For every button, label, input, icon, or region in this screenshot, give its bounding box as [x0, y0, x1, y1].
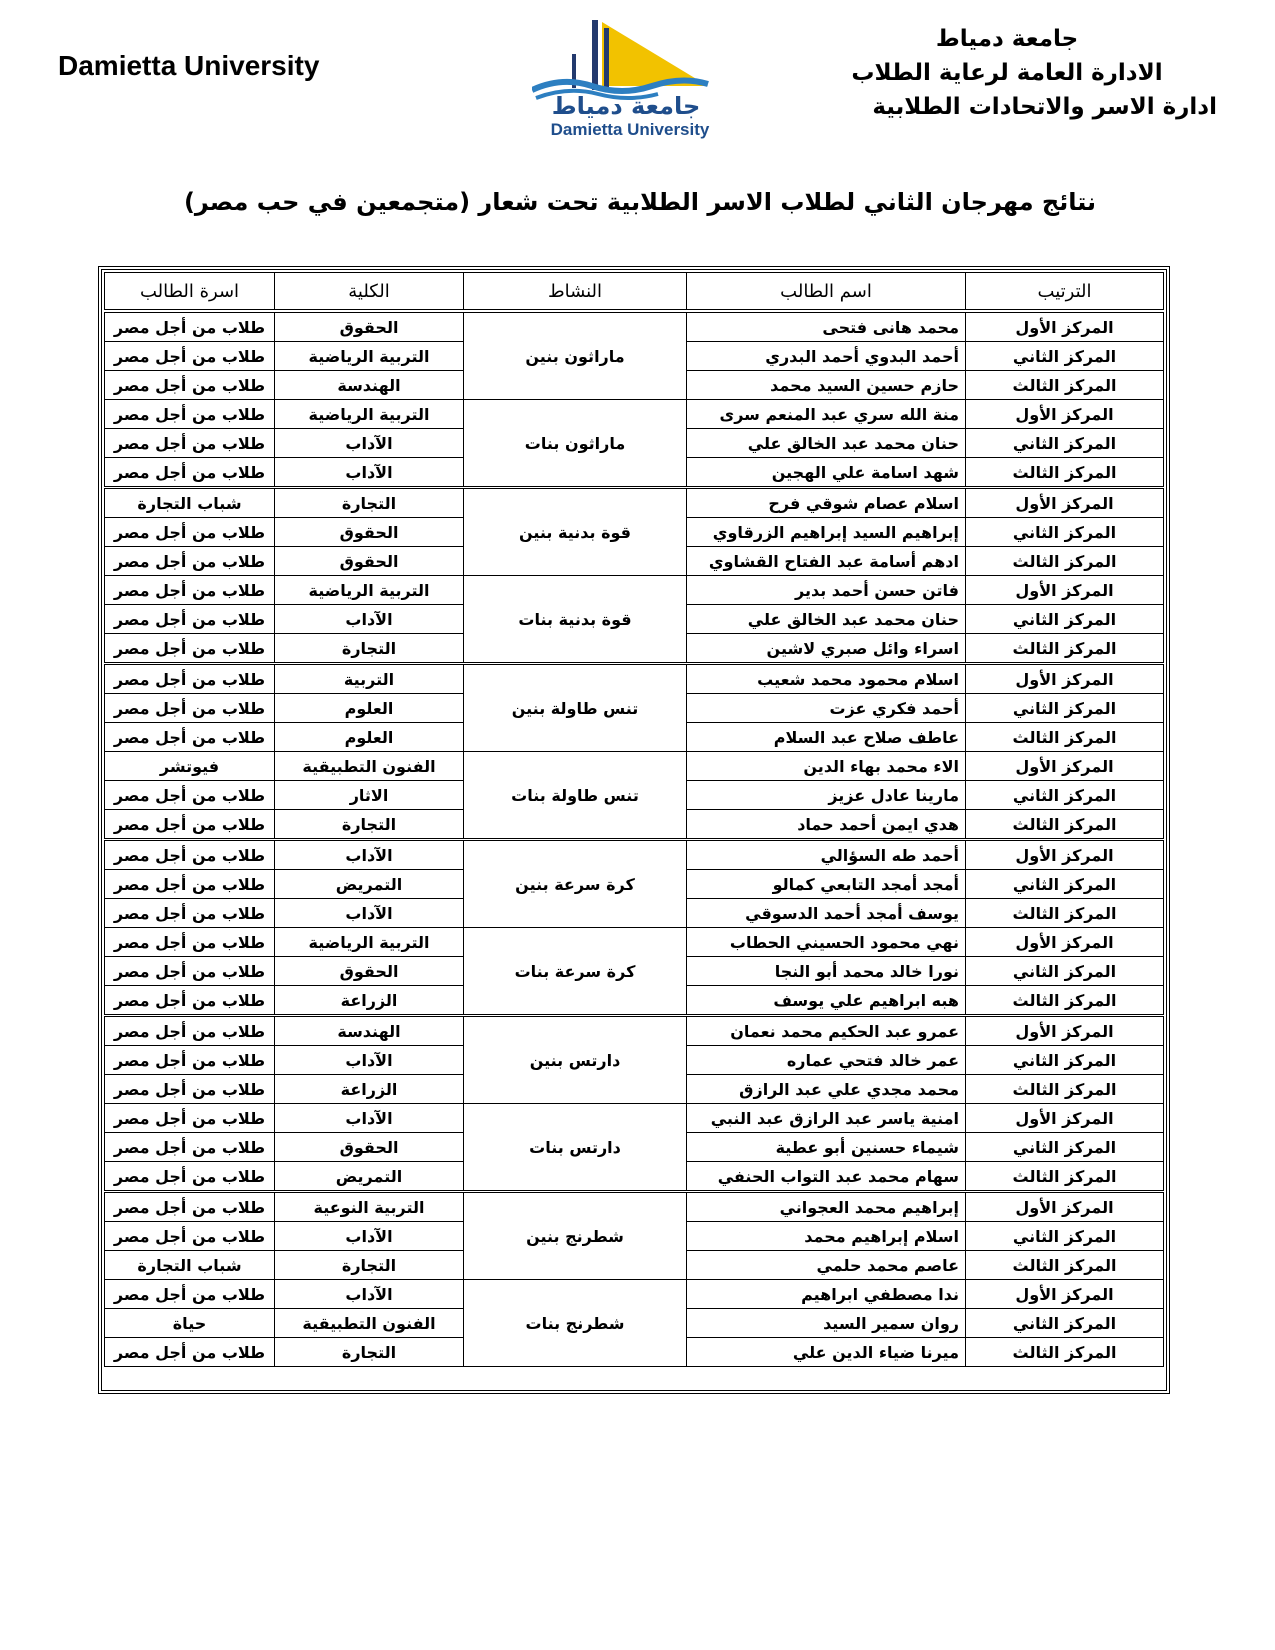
family-cell: طلاب من أجل مصر	[105, 1016, 275, 1046]
college-cell: الحقوق	[275, 311, 464, 342]
student-name-cell: شيماء حسنين أبو عطية	[687, 1133, 966, 1162]
college-cell: الحقوق	[275, 957, 464, 986]
rank-cell: المركز الأول	[966, 1280, 1164, 1309]
student-name-cell: عمرو عبد الحكيم محمد نعمان	[687, 1016, 966, 1046]
student-name-cell: نهي محمود الحسيني الحطاب	[687, 928, 966, 957]
activity-cell: دارتس بنين	[464, 1016, 687, 1104]
results-table	[104, 272, 1164, 1367]
rank-cell: المركز الأول	[966, 400, 1164, 429]
rank-cell: المركز الثالث	[966, 986, 1164, 1016]
college-cell: التربية الرياضية	[275, 576, 464, 605]
logo-text-ar: جامعة دمياط	[551, 92, 701, 120]
student-name-cell: حازم حسين السيد محمد	[687, 371, 966, 400]
family-cell: طلاب من أجل مصر	[105, 458, 275, 488]
college-cell: الهندسة	[275, 371, 464, 400]
rank-cell: المركز الأول	[966, 1016, 1164, 1046]
header-rank: الترتيب	[966, 273, 1164, 312]
student-name-cell: أمجد أمجد التابعي كمالو	[687, 870, 966, 899]
table-body	[105, 311, 1164, 1367]
student-name-cell: اسلام عصام شوقي فرح	[687, 488, 966, 518]
college-cell: الآداب	[275, 1280, 464, 1309]
family-cell: فيوتشر	[105, 752, 275, 781]
logo-graphic	[532, 14, 728, 104]
activity-cell: كرة سرعة بنات	[464, 928, 687, 1016]
family-cell: طلاب من أجل مصر	[105, 1192, 275, 1222]
family-cell: طلاب من أجل مصر	[105, 429, 275, 458]
college-cell: الحقوق	[275, 1133, 464, 1162]
family-cell: طلاب من أجل مصر	[105, 1338, 275, 1367]
student-name-cell: حنان محمد عبد الخالق علي	[687, 429, 966, 458]
table-row	[105, 752, 1164, 781]
family-cell: طلاب من أجل مصر	[105, 840, 275, 870]
family-cell: طلاب من أجل مصر	[105, 634, 275, 664]
rank-cell: المركز الثالث	[966, 899, 1164, 928]
rank-cell: المركز الثاني	[966, 781, 1164, 810]
rank-cell: المركز الأول	[966, 311, 1164, 342]
header-line-2: الادارة العامة لرعاية الطلاب	[851, 60, 1163, 86]
student-name-cell: ادهم أسامة عبد الفتاح القشاوي	[687, 547, 966, 576]
college-cell: الآداب	[275, 605, 464, 634]
family-cell: طلاب من أجل مصر	[105, 1280, 275, 1309]
college-cell: الفنون التطبيقية	[275, 1309, 464, 1338]
activity-cell: تنس طاولة بنات	[464, 752, 687, 840]
header-line-3: ادارة الاسر والاتحادات الطلابية	[872, 94, 1217, 120]
rank-cell: المركز الثاني	[966, 518, 1164, 547]
header-activity: النشاط	[464, 273, 687, 312]
activity-cell: شطرنج بنات	[464, 1280, 687, 1367]
college-cell: التربية الرياضية	[275, 400, 464, 429]
college-cell: الآداب	[275, 1104, 464, 1133]
table-row	[105, 400, 1164, 429]
family-cell: طلاب من أجل مصر	[105, 1133, 275, 1162]
family-cell: طلاب من أجل مصر	[105, 1222, 275, 1251]
student-name-cell: نورا خالد محمد أبو النجا	[687, 957, 966, 986]
student-name-cell: أحمد فكري عزت	[687, 694, 966, 723]
family-cell: طلاب من أجل مصر	[105, 311, 275, 342]
table-row	[105, 840, 1164, 870]
rank-cell: المركز الثالث	[966, 371, 1164, 400]
rank-cell: المركز الثالث	[966, 1162, 1164, 1192]
rank-cell: المركز الثالث	[966, 547, 1164, 576]
rank-cell: المركز الثالث	[966, 458, 1164, 488]
logo-text-en: Damietta University	[550, 120, 710, 139]
rank-cell: المركز الثاني	[966, 605, 1164, 634]
student-name-cell: منة الله سري عبد المنعم سرى	[687, 400, 966, 429]
family-cell: طلاب من أجل مصر	[105, 518, 275, 547]
college-cell: العلوم	[275, 694, 464, 723]
table-row	[105, 488, 1164, 518]
college-cell: التربية الرياضية	[275, 928, 464, 957]
family-cell: طلاب من أجل مصر	[105, 723, 275, 752]
college-cell: الآداب	[275, 429, 464, 458]
college-cell: التمريض	[275, 1162, 464, 1192]
header-college: الكلية	[275, 273, 464, 312]
family-cell: طلاب من أجل مصر	[105, 1046, 275, 1075]
rank-cell: المركز الأول	[966, 488, 1164, 518]
rank-cell: المركز الأول	[966, 1192, 1164, 1222]
family-cell: طلاب من أجل مصر	[105, 1075, 275, 1104]
family-cell: طلاب من أجل مصر	[105, 576, 275, 605]
student-name-cell: الاء محمد بهاء الدين	[687, 752, 966, 781]
family-cell: طلاب من أجل مصر	[105, 605, 275, 634]
rank-cell: المركز الأول	[966, 1104, 1164, 1133]
college-cell: الآداب	[275, 458, 464, 488]
family-cell: طلاب من أجل مصر	[105, 664, 275, 694]
college-cell: الآداب	[275, 899, 464, 928]
activity-cell: دارتس بنات	[464, 1104, 687, 1192]
rank-cell: المركز الثالث	[966, 1075, 1164, 1104]
rank-cell: المركز الثاني	[966, 429, 1164, 458]
student-name-cell: عمر خالد فتحي عماره	[687, 1046, 966, 1075]
student-name-cell: محمد مجدي علي عبد الرازق	[687, 1075, 966, 1104]
rank-cell: المركز الأول	[966, 664, 1164, 694]
rank-cell: المركز الثالث	[966, 634, 1164, 664]
rank-cell: المركز الثاني	[966, 1133, 1164, 1162]
activity-cell: كرة سرعة بنين	[464, 840, 687, 928]
college-cell: التجارة	[275, 634, 464, 664]
activity-cell: قوة بدنية بنين	[464, 488, 687, 576]
table-row	[105, 576, 1164, 605]
rank-cell: المركز الثاني	[966, 1309, 1164, 1338]
family-cell: حياة	[105, 1309, 275, 1338]
college-cell: الحقوق	[275, 518, 464, 547]
college-cell: التجارة	[275, 1338, 464, 1367]
family-cell: طلاب من أجل مصر	[105, 957, 275, 986]
college-cell: الزراعة	[275, 986, 464, 1016]
table-row	[105, 1104, 1164, 1133]
family-cell: طلاب من أجل مصر	[105, 899, 275, 928]
college-cell: العلوم	[275, 723, 464, 752]
activity-cell: ماراثون بنات	[464, 400, 687, 488]
rank-cell: المركز الأول	[966, 840, 1164, 870]
activity-cell: تنس طاولة بنين	[464, 664, 687, 752]
student-name-cell: فاتن حسن أحمد بدير	[687, 576, 966, 605]
college-cell: التربية النوعية	[275, 1192, 464, 1222]
family-cell: طلاب من أجل مصر	[105, 810, 275, 840]
rank-cell: المركز الأول	[966, 752, 1164, 781]
student-name-cell: شهد اسامة علي الهجين	[687, 458, 966, 488]
student-name-cell: إبراهيم السيد إبراهيم الزرقاوي	[687, 518, 966, 547]
student-name-cell: عاطف صلاح عبد السلام	[687, 723, 966, 752]
college-cell: الآداب	[275, 1222, 464, 1251]
table-row	[105, 1192, 1164, 1222]
student-name-cell: أحمد البدوي أحمد البدري	[687, 342, 966, 371]
header-line-1: جامعة دمياط	[935, 26, 1079, 52]
student-name-cell: امنية ياسر عبد الرازق عبد النبي	[687, 1104, 966, 1133]
student-name-cell: اسراء وائل صبري لاشين	[687, 634, 966, 664]
rank-cell: المركز الثالث	[966, 1251, 1164, 1280]
college-cell: التجارة	[275, 810, 464, 840]
college-cell: الحقوق	[275, 547, 464, 576]
family-cell: طلاب من أجل مصر	[105, 781, 275, 810]
student-name-cell: سهام محمد عبد التواب الحنفي	[687, 1162, 966, 1192]
college-cell: الزراعة	[275, 1075, 464, 1104]
header-arabic	[797, 22, 1217, 124]
table-row	[105, 1280, 1164, 1309]
rank-cell: المركز الثالث	[966, 1338, 1164, 1367]
student-name-cell: روان سمير السيد	[687, 1309, 966, 1338]
family-cell: طلاب من أجل مصر	[105, 928, 275, 957]
college-cell: التجارة	[275, 488, 464, 518]
table-row	[105, 664, 1164, 694]
student-name-cell: أحمد طه السؤالي	[687, 840, 966, 870]
rank-cell: المركز الثالث	[966, 723, 1164, 752]
college-cell: الفنون التطبيقية	[275, 752, 464, 781]
family-cell: طلاب من أجل مصر	[105, 400, 275, 429]
rank-cell: المركز الثالث	[966, 810, 1164, 840]
activity-cell: شطرنج بنين	[464, 1192, 687, 1280]
college-cell: الاثار	[275, 781, 464, 810]
table-row	[105, 928, 1164, 957]
rank-cell: المركز الأول	[966, 928, 1164, 957]
student-name-cell: مارينا عادل عزيز	[687, 781, 966, 810]
college-cell: الآداب	[275, 1046, 464, 1075]
rank-cell: المركز الثاني	[966, 957, 1164, 986]
family-cell: طلاب من أجل مصر	[105, 1162, 275, 1192]
student-name-cell: يوسف أمجد أحمد الدسوقي	[687, 899, 966, 928]
table-row	[105, 311, 1164, 342]
activity-cell: ماراثون بنين	[464, 311, 687, 400]
family-cell: شباب التجارة	[105, 1251, 275, 1280]
rank-cell: المركز الثاني	[966, 870, 1164, 899]
table-header-row	[105, 273, 1164, 312]
college-cell: الهندسة	[275, 1016, 464, 1046]
rank-cell: المركز الثاني	[966, 1046, 1164, 1075]
document-title: نتائج مهرجان الثاني لطلاب الاسر الطلابية تحت شعار (متجمعين في حب مصر)	[183, 188, 1097, 216]
student-name-cell: ندا مصطفي ابراهيم	[687, 1280, 966, 1309]
student-name-cell: هدي ايمن أحمد حماد	[687, 810, 966, 840]
rank-cell: المركز الثاني	[966, 342, 1164, 371]
family-cell: طلاب من أجل مصر	[105, 371, 275, 400]
student-name-cell: حنان محمد عبد الخالق علي	[687, 605, 966, 634]
student-name-cell: اسلام إبراهيم محمد	[687, 1222, 966, 1251]
student-name-cell: إبراهيم محمد العجواني	[687, 1192, 966, 1222]
family-cell: طلاب من أجل مصر	[105, 547, 275, 576]
college-cell: التجارة	[275, 1251, 464, 1280]
header-student-name: اسم الطالب	[687, 273, 966, 312]
college-cell: التربية	[275, 664, 464, 694]
results-table-frame	[98, 266, 1170, 1394]
family-cell: شباب التجارة	[105, 488, 275, 518]
student-name-cell: محمد هانى فتحى	[687, 311, 966, 342]
rank-cell: المركز الأول	[966, 576, 1164, 605]
student-name-cell: ميرنا ضياء الدين علي	[687, 1338, 966, 1367]
rank-cell: المركز الثاني	[966, 694, 1164, 723]
activity-cell: قوة بدنية بنات	[464, 576, 687, 664]
student-name-cell: هبه ابراهيم علي يوسف	[687, 986, 966, 1016]
student-name-cell: عاصم محمد حلمي	[687, 1251, 966, 1280]
family-cell: طلاب من أجل مصر	[105, 870, 275, 899]
family-cell: طلاب من أجل مصر	[105, 1104, 275, 1133]
family-cell: طلاب من أجل مصر	[105, 342, 275, 371]
college-cell: الآداب	[275, 840, 464, 870]
student-name-cell: اسلام محمود محمد شعيب	[687, 664, 966, 694]
college-cell: التمريض	[275, 870, 464, 899]
family-cell: طلاب من أجل مصر	[105, 694, 275, 723]
table-row	[105, 1016, 1164, 1046]
family-cell: طلاب من أجل مصر	[105, 986, 275, 1016]
header-family: اسرة الطالب	[105, 273, 275, 312]
college-cell: التربية الرياضية	[275, 342, 464, 371]
rank-cell: المركز الثاني	[966, 1222, 1164, 1251]
university-name-en: Damietta University	[58, 50, 320, 81]
